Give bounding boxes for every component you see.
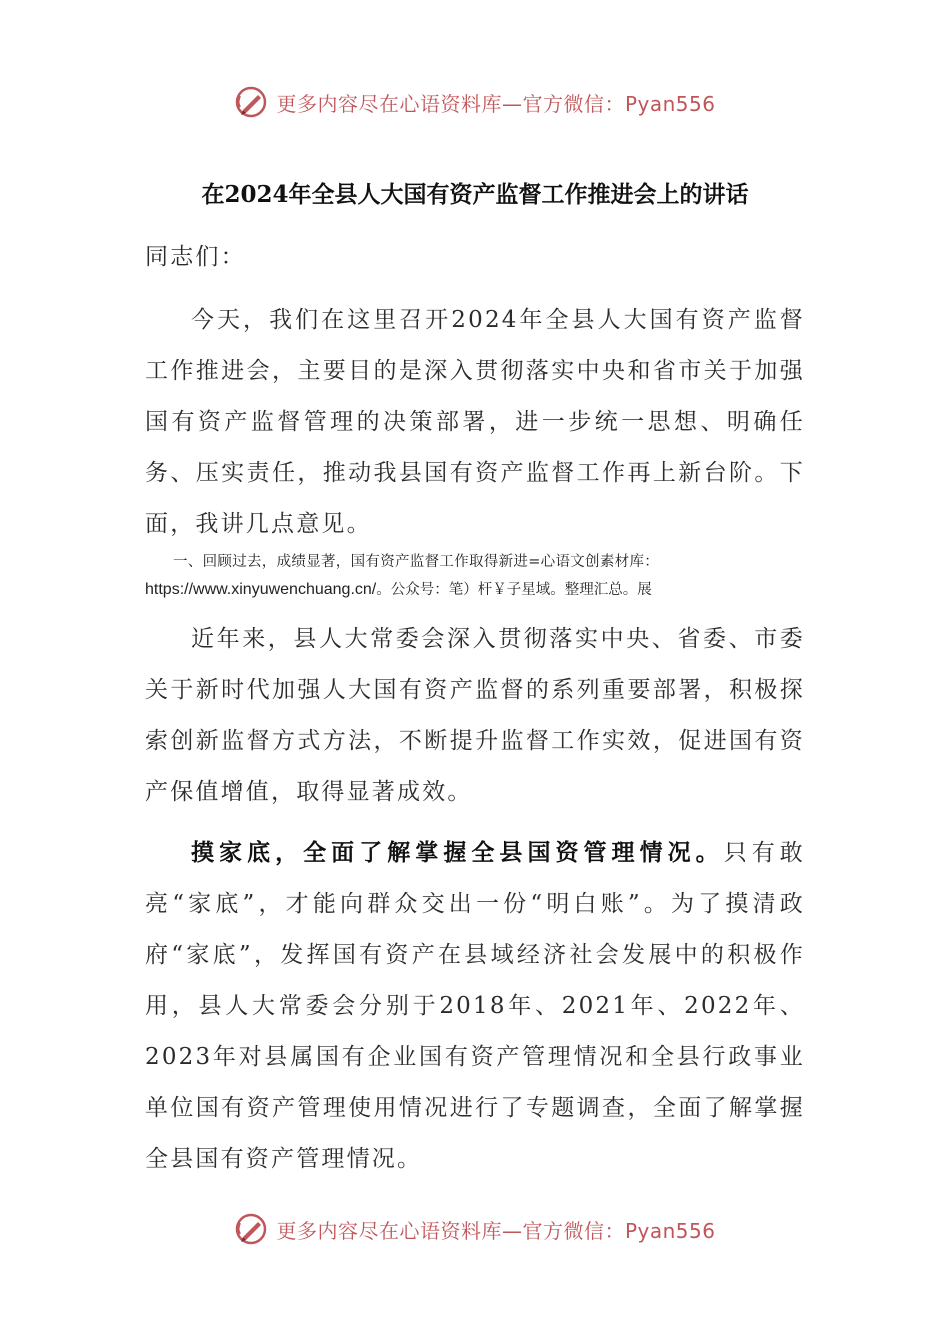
pen-logo-icon [234,85,268,119]
section-heading-note [145,549,805,604]
pen-logo-icon [234,1212,268,1246]
paragraph-body: 只有敢亮“家底”，才能向群众交出一份“明白账”。为了摸清政府“家底”，发挥国有资产在县域经济社会发展中的积极作用，县人大常委会分别于2018年、2021年、2022年、2023年对县属国有企业国有资产管理情况和全县行政事业单位国有资产管理使用情况进行了专题调查，全面了解掌握全县国有资产管理情况。 [145,840,805,1172]
note-line: 一、回顾过去，成绩显著，国有资产监督工作取得新进=心语文创素材库： [173,554,660,570]
paragraph-lead: 摸家底，全面了解掌握全县国资管理情况。 [191,839,724,866]
header-watermark-banner [0,80,950,124]
source-url: https://www.xinyuwenchuang.cn/ [145,581,377,598]
footer-watermark-banner [0,1207,950,1251]
paragraph-achievements: 近年来，县人大常委会深入贯彻落实中央、省委、市委关于新时代加强人大国有资产监督的系列重要部署，积极探索创新监督方式方法，不断提升监督工作实效，促进国有资产保值增值，取得显著成效。 [145,626,805,805]
watermark-text: 更多内容尽在心语资料库—官方微信：Pyan556 [276,1218,716,1243]
note-line-2-rest: 。公众号：笔）杆￥子星域。整理汇总。展 [376,582,652,598]
document-title: 在2024年全县人大国有资产监督工作推进会上的讲话 [201,181,749,208]
note-line-2 [145,576,805,604]
salutation: 同志们： [145,244,246,270]
paragraph-intro: 今天，我们在这里召开2024年全县人大国有资产监督工作推进会，主要目的是深入贯彻落实中央和省市关于加强国有资产监督管理的决策部署，进一步统一思想、明确任务、压实责任，推动我县国有资产监督工作再上新台阶。下面，我讲几点意见。 [145,307,805,537]
watermark-text: 更多内容尽在心语资料库—官方微信：Pyan556 [276,91,716,116]
paragraph-assets [145,827,805,1185]
